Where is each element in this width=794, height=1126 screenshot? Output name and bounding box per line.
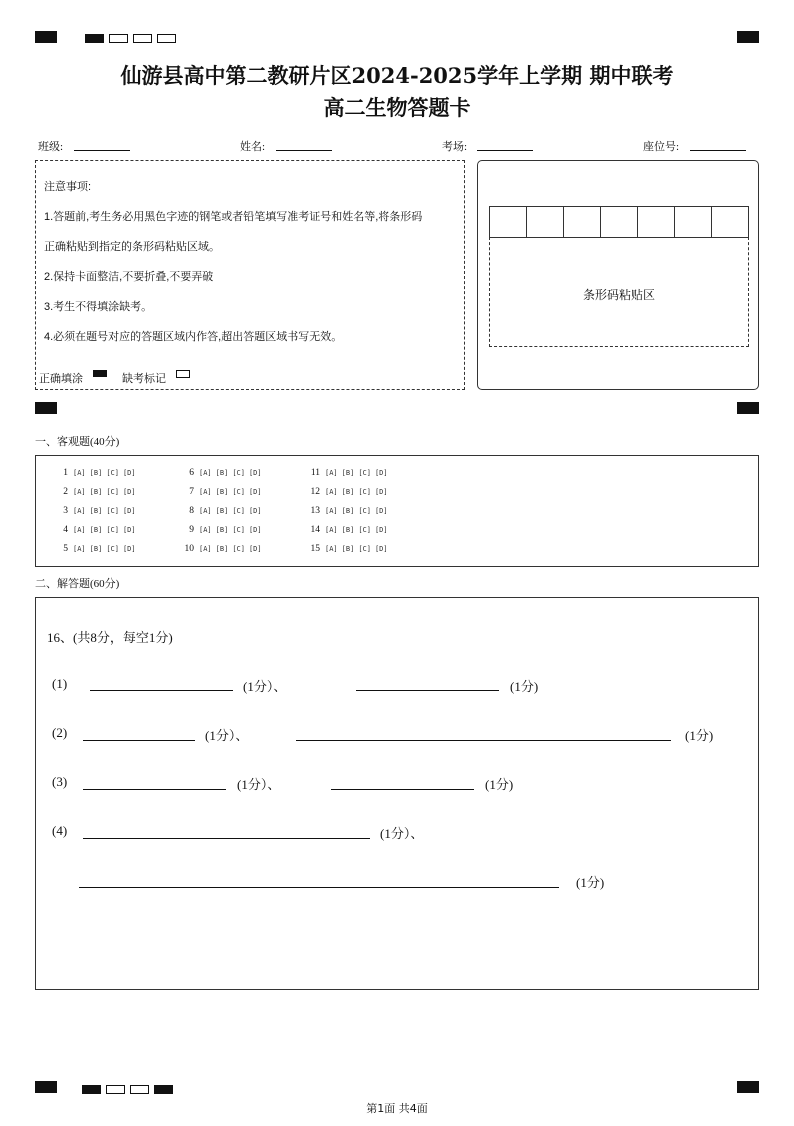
answer-option-bubble[interactable]: [A] (199, 469, 212, 477)
answer-option-bubble[interactable]: [D] (374, 526, 388, 534)
answer-option-bubble[interactable]: [A] (73, 545, 86, 553)
answer-option-bubble[interactable]: [D] (122, 545, 136, 553)
barcode-panel (477, 160, 759, 390)
question-number: 2 (63, 487, 68, 497)
score-4b: (1分) (576, 875, 605, 890)
absent-mark-label: 缺考标记 (122, 373, 166, 385)
alignment-mark-top-right (737, 31, 759, 43)
answer-option-bubble[interactable]: [D] (122, 488, 136, 496)
answer-option-bubble[interactable]: [A] (325, 545, 338, 553)
class-field[interactable] (74, 150, 130, 151)
page-code-mark-filled (154, 1085, 173, 1094)
page-code-mark-empty (106, 1085, 125, 1094)
answer-blank-3a[interactable] (83, 789, 226, 790)
question-number: 13 (310, 506, 320, 516)
part-4-label: (4) (52, 823, 68, 838)
answer-option-bubble[interactable]: [C] (358, 526, 371, 534)
answer-option-bubble[interactable]: [D] (248, 488, 262, 496)
notice-item-4: 4.必须在题号对应的答题区域内作答,超出答题区域书写无效。 (44, 331, 343, 343)
answer-blank-4a[interactable] (83, 838, 370, 839)
digit-cell[interactable] (601, 207, 638, 237)
answer-option-bubble[interactable]: [B] (89, 507, 103, 515)
objective-question-row (54, 523, 140, 537)
answer-option-bubble[interactable]: [B] (89, 526, 103, 534)
score-1b: (1分) (510, 679, 539, 694)
page-code-mark-empty (109, 34, 128, 43)
answer-option-bubble[interactable]: [B] (215, 545, 229, 553)
answer-blank-2a[interactable] (83, 740, 195, 741)
digit-cell[interactable] (564, 207, 601, 237)
correct-fill-label: 正确填涂 (39, 373, 83, 385)
answer-option-bubble[interactable]: [D] (122, 526, 136, 534)
question-number: 15 (310, 544, 320, 554)
subjective-section-title: 二、解答题(60分) (35, 578, 120, 590)
notice-item-1: 1.答题前,考生务必用黑色字迹的钢笔或者铅笔填写准考证号和姓名等,将条形码 (44, 211, 423, 223)
exam-subtitle: 高二生物答题卡 (323, 95, 471, 120)
name-field[interactable] (276, 150, 332, 151)
notice-item-1-cont: 正确粘贴到指定的条形码粘贴区域。 (44, 241, 220, 253)
answer-option-bubble[interactable]: [C] (358, 545, 371, 553)
score-4a: (1分）、 (380, 826, 424, 841)
alignment-mark-top-left (35, 31, 57, 43)
part-3-label: (3) (52, 774, 68, 789)
answer-option-bubble[interactable]: [A] (73, 507, 86, 515)
objective-question-row (54, 485, 140, 499)
answer-option-bubble[interactable]: [A] (325, 469, 338, 477)
alignment-mark-mid-right (737, 402, 759, 414)
answer-option-bubble[interactable]: [C] (106, 469, 119, 477)
answer-option-bubble[interactable]: [A] (199, 545, 212, 553)
question-number: 11 (310, 468, 320, 478)
digit-cell[interactable] (490, 207, 527, 237)
answer-option-bubble[interactable]: [B] (215, 526, 229, 534)
objective-question-row (306, 485, 392, 499)
name-label: 姓名: (240, 141, 266, 153)
answer-option-bubble[interactable]: [D] (374, 545, 388, 553)
question-number: 3 (63, 506, 68, 516)
class-label: 班级: (38, 141, 64, 153)
answer-option-bubble[interactable]: [B] (89, 545, 103, 553)
answer-blank-4b[interactable] (79, 887, 559, 888)
answer-option-bubble[interactable]: [C] (106, 545, 119, 553)
notice-item-2: 2.保持卡面整洁,不要折叠,不要弄破 (44, 271, 214, 283)
question-number: 8 (189, 506, 194, 516)
answer-option-bubble[interactable]: [C] (106, 507, 119, 515)
answer-blank-1b[interactable] (356, 690, 499, 691)
answer-option-bubble[interactable]: [B] (341, 545, 355, 553)
score-3a: (1分）、 (237, 777, 281, 792)
answer-option-bubble[interactable]: [C] (358, 507, 371, 515)
answer-option-bubble[interactable]: [A] (73, 526, 86, 534)
objective-question-row (306, 504, 392, 518)
answer-option-bubble[interactable]: [C] (106, 488, 119, 496)
answer-option-bubble[interactable]: [D] (374, 469, 388, 477)
answer-option-bubble[interactable]: [D] (248, 469, 262, 477)
objective-question-row (180, 485, 266, 499)
answer-option-bubble[interactable]: [C] (358, 488, 371, 496)
absent-mark-checkbox[interactable] (176, 370, 190, 378)
answer-option-bubble[interactable]: [C] (232, 507, 245, 515)
answer-option-bubble[interactable]: [C] (106, 526, 119, 534)
subjective-answer-area (35, 597, 759, 990)
question-16-title: 16、(共8分，每空1分) (47, 630, 173, 645)
objective-question-row (306, 466, 392, 480)
answer-option-bubble[interactable]: [B] (89, 488, 103, 496)
answer-option-bubble[interactable]: [B] (341, 488, 355, 496)
answer-option-bubble[interactable]: [B] (215, 507, 229, 515)
answer-option-bubble[interactable]: [B] (341, 526, 355, 534)
question-number: 6 (189, 468, 194, 478)
answer-option-bubble[interactable]: [C] (232, 469, 245, 477)
objective-question-row (54, 542, 140, 556)
answer-option-bubble[interactable]: [A] (325, 488, 338, 496)
score-2a: (1分）、 (205, 728, 249, 743)
exam-title: 仙游县高中第二教研片区2024-2025学年上学期 期中联考 (120, 63, 674, 88)
question-number: 5 (63, 544, 68, 554)
answer-option-bubble[interactable]: [A] (199, 526, 212, 534)
answer-option-bubble[interactable]: [D] (374, 488, 388, 496)
question-number: 14 (310, 525, 320, 535)
page-code-mark-empty (130, 1085, 149, 1094)
part-2-label: (2) (52, 725, 68, 740)
question-number: 7 (189, 487, 194, 497)
exam-number-grid[interactable] (489, 206, 749, 238)
digit-cell[interactable] (712, 207, 748, 237)
digit-cell[interactable] (638, 207, 675, 237)
question-number: 4 (63, 525, 68, 535)
exam-room-label: 考场: (442, 141, 468, 153)
part-1-label: (1) (52, 676, 68, 691)
score-3b: (1分) (485, 777, 514, 792)
answer-option-bubble[interactable]: [A] (199, 507, 212, 515)
question-number: 1 (63, 468, 68, 478)
answer-option-bubble[interactable]: [D] (248, 545, 262, 553)
score-1a: (1分）、 (243, 679, 287, 694)
correct-fill-sample (93, 370, 107, 377)
answer-option-bubble[interactable]: [A] (199, 488, 212, 496)
answer-option-bubble[interactable]: [B] (89, 469, 103, 477)
objective-question-row (54, 504, 140, 518)
answer-blank-2b[interactable] (296, 740, 671, 741)
seat-label: 座位号: (643, 141, 680, 153)
barcode-paste-area (489, 237, 749, 347)
answer-option-bubble[interactable]: [C] (358, 469, 371, 477)
objective-question-row (180, 523, 266, 537)
answer-option-bubble[interactable]: [B] (341, 469, 355, 477)
answer-blank-1a[interactable] (90, 690, 233, 691)
seat-field[interactable] (690, 150, 746, 151)
objective-question-row (180, 542, 266, 556)
page-code-mark-filled (82, 1085, 101, 1094)
notice-box (35, 160, 465, 390)
question-number: 12 (310, 487, 320, 497)
answer-option-bubble[interactable]: [D] (248, 526, 262, 534)
answer-option-bubble[interactable]: [B] (341, 507, 355, 515)
objective-question-row (180, 466, 266, 480)
answer-option-bubble[interactable]: [A] (73, 488, 86, 496)
exam-room-field[interactable] (477, 150, 533, 151)
objective-question-row (54, 466, 140, 480)
page-code-mark-filled (85, 34, 104, 43)
answer-option-bubble[interactable]: [C] (232, 545, 245, 553)
answer-option-bubble[interactable]: [D] (374, 507, 388, 515)
answer-option-bubble[interactable]: [D] (248, 507, 262, 515)
notice-item-3: 3.考生不得填涂缺考。 (44, 301, 153, 313)
answer-option-bubble[interactable]: [A] (73, 469, 86, 477)
question-number: 9 (189, 525, 194, 535)
digit-cell[interactable] (527, 207, 564, 237)
answer-option-bubble[interactable]: [A] (325, 507, 338, 515)
objective-question-row (180, 504, 266, 518)
alignment-mark-bottom-left (35, 1081, 57, 1093)
digit-cell[interactable] (675, 207, 712, 237)
objective-section-title: 一、客观题(40分) (35, 436, 120, 448)
objective-question-row (306, 542, 392, 556)
objective-answer-grid (35, 455, 759, 567)
answer-blank-3b[interactable] (331, 789, 474, 790)
answer-option-bubble[interactable]: [C] (232, 526, 245, 534)
page-code-mark-empty (157, 34, 176, 43)
alignment-mark-bottom-right (737, 1081, 759, 1093)
answer-option-bubble[interactable]: [C] (232, 488, 245, 496)
barcode-label: 条形码粘贴区 (582, 288, 655, 302)
answer-option-bubble[interactable]: [B] (215, 488, 229, 496)
answer-option-bubble[interactable]: [D] (122, 469, 136, 477)
objective-question-row (306, 523, 392, 537)
score-2b: (1分) (685, 728, 714, 743)
answer-option-bubble[interactable]: [A] (325, 526, 338, 534)
answer-option-bubble[interactable]: [B] (215, 469, 229, 477)
page-number: 第1面 共4面 (366, 1102, 428, 1115)
notice-heading: 注意事项: (44, 181, 92, 193)
question-number: 10 (184, 544, 194, 554)
answer-option-bubble[interactable]: [D] (122, 507, 136, 515)
page-code-mark-empty (133, 34, 152, 43)
alignment-mark-mid-left (35, 402, 57, 414)
